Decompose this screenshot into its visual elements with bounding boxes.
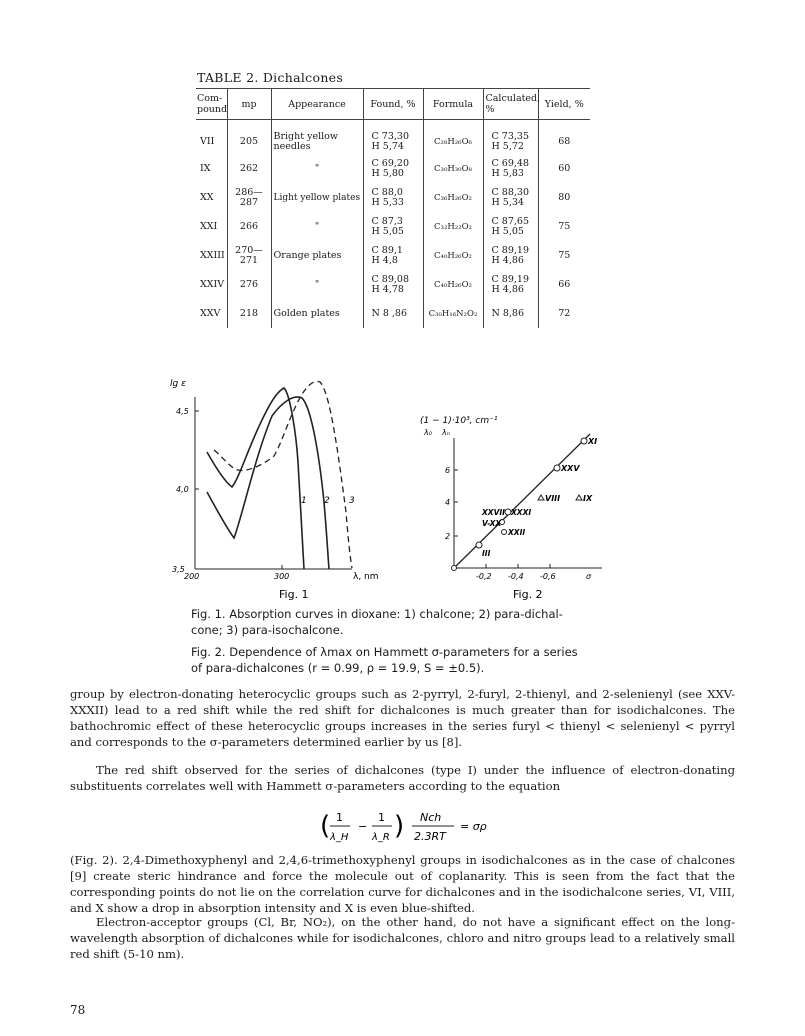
table-header-row [196,89,590,120]
fig1-y-axis-label: lg ε [170,379,186,389]
cell-compound: XXIV [200,278,225,290]
cell-found-line1: N 8 ,86 [371,307,408,319]
cell-calc-line2: H 5,05 [491,225,524,237]
fig1-curve-label: 1 [301,496,307,506]
table-row [196,299,590,328]
fig2-y-label-one: 1 [423,416,430,426]
fig2-point-label: VIII [545,494,561,503]
eq-one-a: 1 [336,811,343,824]
fig2-xtick-label: -0,6 [540,572,556,581]
header-calculated-line1: Calculated, [485,93,541,104]
cell-compound: IX [200,162,211,174]
eq-one-b: 1 [378,811,385,824]
cell-found-line2: H 4,8 [371,254,398,266]
fig2-point-label: XXV [561,464,580,473]
fig2-y-label-unit: ·10³, cm⁻¹ [451,416,498,426]
fig2-y-label-num: ( [420,416,424,426]
ditto-mark: " [314,278,320,290]
cell-appearance [271,183,363,212]
table-title: TABLE 2. Dichalcones [197,70,344,85]
body-paragraph-4: Electron-acceptor groups (Cl, Br, NO₂), on the other hand, do not have a significant effect on the long-wavelength absorption of dichalcones while for isodichalcones, chloro and nitro groups lead to a relatively small red shift (5-10 nm). [70,915,735,961]
eq-numerator: Nch [420,811,442,824]
cell-calculated [483,154,538,183]
ditto-mark: " [314,162,320,174]
header-calculated [483,89,541,120]
header-compound [196,89,227,120]
header-formula: Formula [423,89,483,120]
cell-mp: 205 [227,120,271,155]
fig1-curve-2 [207,397,329,569]
fig1-x-axis-label: λ, nm [353,572,379,582]
cell-compound: XXV [200,307,221,319]
cell-found-line1: C 88,0 [371,186,403,198]
eq-denominator: 2.3RT [414,830,446,843]
cell-yield: 66 [538,270,590,299]
table-row [196,270,590,299]
cell-calc-line2: H 4,86 [491,283,524,295]
eq-paren-close: ) [394,811,405,841]
cell-calculated [483,212,538,241]
cell-found-line2: H 4,78 [371,283,404,295]
cell-found [363,212,423,241]
cell-found [363,270,423,299]
fig2-y-label-minus: − [429,416,443,426]
eq-lambda-h: λ_H [330,832,349,843]
cell-calculated [483,299,538,328]
fig2-point-viii [538,495,544,500]
cell-calc-line1: C 89,19 [491,273,529,285]
header-mp: mp [227,89,271,120]
dichalcone-table [196,88,590,328]
fig2-point-label: V-XX [482,519,502,528]
fig1-curve-1 [207,388,304,569]
cell-mp: 266 [227,212,271,241]
fig1-ytick-label: 4,0 [176,485,189,494]
header-compound-line1: Com- [197,93,223,104]
cell-found-line2: H 5,74 [371,141,404,152]
fig2-point-label: XI [588,437,598,446]
eq-rhs: = σρ [460,820,487,833]
fig1-ytick-label: 4,5 [176,407,189,416]
fig2-xtick-label: -0,2 [476,572,492,581]
fig2-y-label-one-b: 1 [442,416,449,426]
cell-mp: 286—287 [227,183,271,212]
cell-calc-line2: H 4,86 [491,254,524,266]
table-row [196,154,590,183]
cell-yield: 80 [538,183,590,212]
cell-yield: 72 [538,299,590,328]
fig1-curve-label: 3 [349,496,355,506]
cell-appearance-line1: Bright yellow [273,131,339,142]
table-row [196,212,590,241]
cell-appearance-line2: needles [273,141,311,152]
fig1-xtick-label: 300 [274,572,290,581]
fig2-hammett-plot [412,408,617,602]
cell-calc-line1: C 88,30 [491,186,529,198]
cell-mp: 262 [227,154,271,183]
cell-calc-line1: C 69,48 [491,157,529,169]
cell-formula: C₄₀H₂₆O₂ [423,270,483,299]
cell-calc-line1: C 89,19 [491,244,529,256]
fig1-ytick-label: 3,5 [172,565,185,574]
cell-calc-line1: C 73,35 [491,131,529,142]
cell-appearance-line1: Orange plates [273,249,342,261]
hammett-equation [320,804,520,848]
cell-yield: 60 [538,154,590,183]
fig2-point-iii [476,542,482,548]
cell-found-line1: C 89,08 [371,273,409,285]
header-found: Found, % [363,89,423,120]
fig1-absorption-plot [170,372,395,602]
cell-formula: C₂₈H₂₆O₆ [423,120,483,155]
header-appearance: Appearance [271,89,363,120]
cell-appearance [271,270,363,299]
cell-appearance [271,299,363,328]
cell-formula: C₄₀H₂₆O₂ [423,241,483,270]
table-row [196,183,590,212]
fig2-point-origin [452,566,457,571]
cell-found-line2: H 5,05 [371,225,404,237]
cell-calculated [483,241,538,270]
cell-yield: 75 [538,241,590,270]
cell-formula: C₃₀H₁₆N₂O₂ [423,299,483,328]
cell-found [363,299,423,328]
cell-calc-line2: H 5,72 [491,141,524,152]
fig2-point-label: IX [583,494,593,503]
fig2-y-label-den2: λₙ [442,428,450,437]
cell-found [363,241,423,270]
cell-found [363,154,423,183]
cell-found-line1: C 89,1 [371,244,403,256]
cell-appearance [271,154,363,183]
fig2-ytick-label: 6 [445,466,451,475]
cell-mp: 218 [227,299,271,328]
fig2-point-ix [576,495,582,500]
fig2-ytick-label: 4 [445,498,451,507]
cell-appearance-line1: Golden plates [273,307,340,319]
cell-appearance [271,212,363,241]
cell-compound: XX [200,191,214,203]
fig2-xtick-label: -0,4 [508,572,524,581]
cell-mp: 270—271 [227,241,271,270]
cell-appearance [271,120,363,155]
table-row [196,120,590,155]
page-number: 78 [70,1003,86,1017]
cell-calculated [483,183,538,212]
fig2-point-xxv [554,465,560,471]
fig2-ytick-label: 2 [445,532,451,541]
cell-compound: XXI [200,220,218,232]
cell-mp: 276 [227,270,271,299]
cell-appearance [271,241,363,270]
fig2-caption: Fig. 2. Dependence of λmax on Hammett σ-parameters for a series of para-dichalcones (r = 0.99, ρ = 19.9, S = ±0.5). [191,645,578,675]
cell-compound: XXIII [200,249,225,261]
cell-found-line1: C 73,30 [371,131,409,142]
fig1-curve-3 [214,381,352,568]
fig1-label: Fig. 1 [279,588,309,601]
cell-found [363,183,423,212]
fig2-point-label: XXVII [482,508,505,517]
fig2-correlation-line [454,434,590,568]
fig1-xtick-label: 200 [184,572,200,581]
cell-found-line1: C 87,3 [371,215,403,227]
fig2-xtick-label: σ [586,572,592,581]
body-paragraph-2: The red shift observed for the series of dichalcones (type I) under the influence of electron-donating substituents correlates well with Hammett σ-parameters according to the equation [70,763,735,793]
fig1-curve-label: 2 [324,496,330,506]
cell-found [363,120,423,155]
fig2-point-xi [581,438,587,444]
cell-calculated [483,270,538,299]
cell-yield: 68 [538,120,590,155]
cell-appearance-line1: Light yellow plates [273,192,361,203]
ditto-mark: " [314,220,320,232]
body-paragraph-1: group by electron-donating heterocyclic groups such as 2-pyrryl, 2-furyl, 2-thienyl, and 2-selenienyl (see XXV-XXXII) lead to a red shift while the red shift for dichalcones is much greater than for isodichalcones. The bathochromic effect of these heterocyclic groups increases in the series furyl < thienyl < selenienyl < pyrryl and corresponds to the σ-parameters determined earlier by us [8]. [70,687,735,749]
fig2-point-label: XXII [508,528,526,537]
cell-formula: C₃₂H₂₂O₂ [423,212,483,241]
cell-found-line1: C 69,20 [371,157,409,169]
fig2-point-label: XXXI [511,508,532,517]
header-calculated-line2: % [485,104,495,115]
cell-formula: C₃₀H₃₀O₈ [423,154,483,183]
cell-calc-line1: C 87,65 [491,215,529,227]
cell-calc-line2: H 5,34 [491,196,524,208]
table-row [196,241,590,270]
cell-calc-line1: N 8,86 [491,307,524,319]
cell-found-line2: H 5,80 [371,167,404,179]
eq-minus: − [358,820,368,833]
eq-paren-open: ( [320,811,331,841]
cell-calculated [483,120,538,155]
header-compound-line2: pound [197,104,228,115]
fig2-point-label: III [482,549,491,558]
fig2-y-axis-label [420,416,498,426]
fig2-label: Fig. 2 [513,588,543,601]
cell-compound: VII [200,136,215,147]
cell-formula: C₃₆H₂₆O₂ [423,183,483,212]
fig1-caption: Fig. 1. Absorption curves in dioxane: 1) chalcone; 2) para-dichal-cone; 3) para-isochalcone. [191,607,563,637]
cell-calc-line2: H 5,83 [491,167,524,179]
header-yield: Yield, % [538,89,590,120]
fig2-y-label-den1: λ₀ [424,428,432,437]
fig2-y-label-close: ) [448,416,452,426]
body-paragraph-3: (Fig. 2). 2,4-Dimethoxyphenyl and 2,4,6-trimethoxyphenyl groups in isodichalcones as in the case of chalcones [9] create steric hindrance and force the molecule out of coplanarity. This is seen from the fact that the corresponding points do not lie on the correlation curve for dichalcones and in the isodichalcone series, VI, VIII, and X show a drop in absorption intensity and X is even blue-shifted. [70,853,735,915]
fig2-point-xxii [502,530,507,535]
cell-yield: 75 [538,212,590,241]
eq-lambda-r: λ_R [372,832,390,843]
cell-found-line2: H 5,33 [371,196,404,208]
